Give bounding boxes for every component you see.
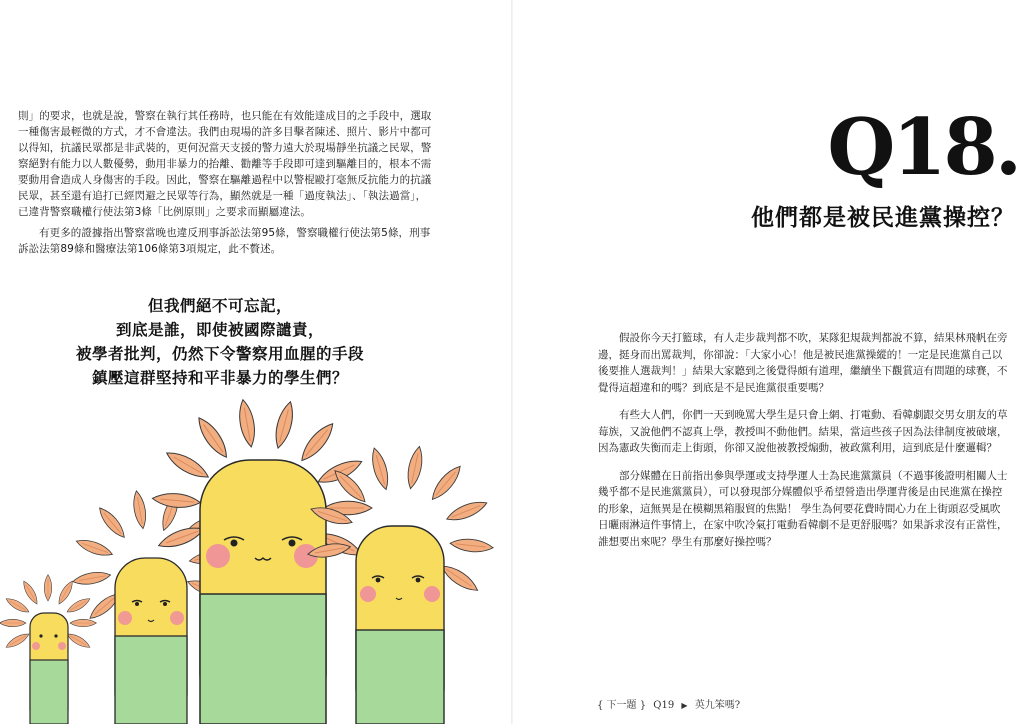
page-gutter [511,0,513,724]
question-title: 他們都是被民進黨操控？ [751,204,1015,231]
body-paragraph: 則」的要求，也就是說，警察在執行其任務時，也只能在有效能達成目的之手段中，選取一種傷害最輕微的方式，才不會違法。我們由現場的許多目擊者陳述、照片、影片中都可以得知，抗議民眾都是非武裝的，更何況當天支援的警力遠大於現場靜坐抗議之民眾，警察絕對有能力以人數優勢，動用非暴力的抬離、勸離等手段即可達到驅離目的，根本不需要動用會造成人身傷害的手段。因此，警察在驅離過程中以警棍毆打毫無反抗能力的抗議民眾，甚至還有追打已經閃避之民眾等行為，顯然就是一種「過度執法」、「執法過當」，已違背警察職權行使法第3條「比例原則」之要求而顯屬違法。 [18,110,432,218]
sunflower-medium-right [307,445,494,724]
question-number: Q18. [827,102,1019,193]
body-paragraph: 有更多的證據指出警察當晚也違反刑事訴訟法第95條，警察職權行使法第5條，刑事訴訟法第89條和醫療法第106條第3項規定，此不贅述。 [18,227,431,255]
pull-quote-line: 到底是誰，即使被國際譴責， [115,320,324,339]
sunflower-illustration [0,398,500,724]
right-page-body [598,330,1010,550]
left-page-body [18,108,436,257]
pull-quote-line: 鎮壓這群堅持和平非暴力的學生們？ [91,368,348,387]
next-number: Q19 [653,700,675,711]
sunflower-small-left [0,575,96,724]
next-title: 英九笨嗎? [694,700,741,711]
pull-quote-line: 被學者批判，仍然下令警察用血腥的手段 [75,344,364,363]
pull-quote [40,294,400,390]
body-paragraph: 部分媒體在日前指出參與學運或支持學運人士為民進黨黨員（不過事後證明相關人士幾乎都不是民進黨黨員），可以發現部分媒體似乎希望營造出學運背後是由民進黨在操控的形象，這無異是在模糊黑箱服貿的焦點！ 學生為何要花費時間心力在上街頭忍受風吹日曬雨淋這件事情上，在家中吹冷氣打電動看韓劇不是更舒服嗎？如果訴求沒有正當性，誰想要出來呢？學生有那麼好操控嗎？ [598,469,1008,548]
body-paragraph: 有些大人們，你們一天到晚罵大學生是只會上網、打電動、看韓劇跟交男女朋友的草莓族，又說他們不認真上學，教授叫不動他們。結果，當這些孩子因為法律制度被破壞，因為憲政失衡而走上街頭，你卻又說他被教授煽動，被政黨利用，這到底是什麼邏輯？ [598,409,1008,454]
next-question-link[interactable] [597,696,744,711]
next-label: { 下一題 } [597,700,647,711]
body-paragraph: 假設你今天打籃球，有人走步裁判都不吹，某隊犯規裁判都說不算，結果林飛帆在旁邊，挺身而出罵裁判，你卻說：「大家小心！他是被民進黨操縱的！一定是民進黨自己以後要推人選裁判！」結果大家聽到之後覺得頗有道理，繼續坐下觀賞這有問題的球賽，不覺得這超違和的嗎？到底是不是民進黨很重要嗎？ [598,332,1008,394]
pull-quote-line: 但我們絕不可忘記， [147,296,292,315]
arrow-right-icon: ▶ [681,701,688,710]
